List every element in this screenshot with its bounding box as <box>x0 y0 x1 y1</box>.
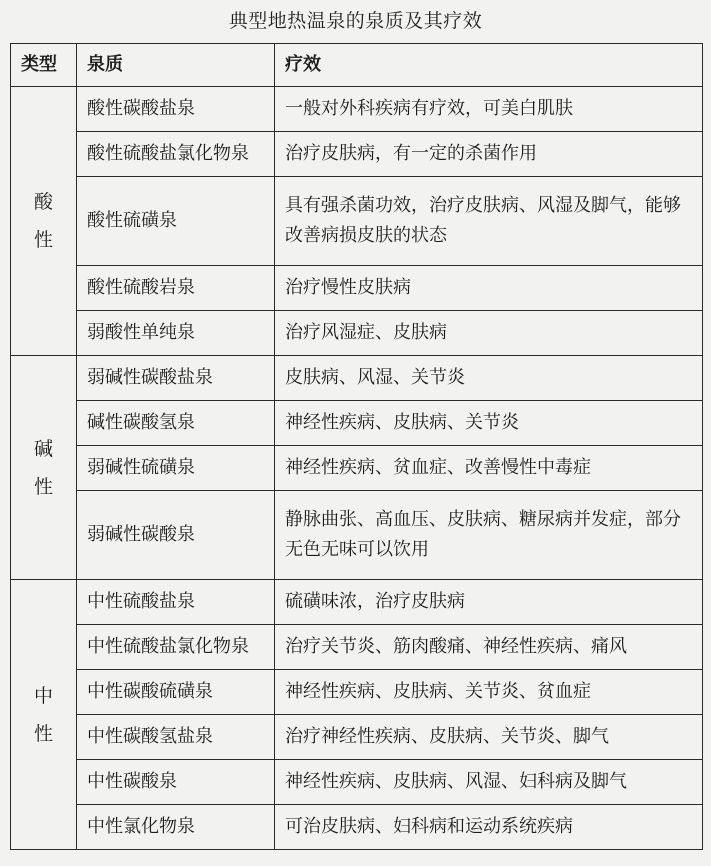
effect-cell: 治疗皮肤病，有一定的杀菌作用 <box>275 132 703 177</box>
table-row <box>11 670 703 715</box>
table-row <box>11 580 703 625</box>
effect-cell: 治疗风湿症、皮肤病 <box>275 311 703 356</box>
table-row <box>11 805 703 850</box>
table-row <box>11 715 703 760</box>
type-cell-neutral: 中性 <box>11 580 77 850</box>
header-quality: 泉质 <box>77 44 275 87</box>
table-row <box>11 356 703 401</box>
table-row <box>11 87 703 132</box>
table-row <box>11 446 703 491</box>
effect-cell: 治疗慢性皮肤病 <box>275 266 703 311</box>
table-row <box>11 132 703 177</box>
quality-cell: 碱性碳酸氢泉 <box>77 401 275 446</box>
effect-cell: 可治皮肤病、妇科病和运动系统疾病 <box>275 805 703 850</box>
effect-cell: 具有强杀菌功效，治疗皮肤病、风湿及脚气，能够改善病损皮肤的状态 <box>275 177 703 266</box>
table-row <box>11 491 703 580</box>
effect-cell: 一般对外科疾病有疗效，可美白肌肤 <box>275 87 703 132</box>
quality-cell: 酸性硫酸岩泉 <box>77 266 275 311</box>
header-effect: 疗效 <box>275 44 703 87</box>
table-title: 典型地热温泉的泉质及其疗效 <box>228 10 483 32</box>
table-row <box>11 760 703 805</box>
quality-cell: 中性硫酸盐泉 <box>77 580 275 625</box>
effect-cell: 治疗关节炎、筋肉酸痛、神经性疾病、痛风 <box>275 625 703 670</box>
quality-cell: 酸性硫酸盐氯化物泉 <box>77 132 275 177</box>
effect-cell: 皮肤病、风湿、关节炎 <box>275 356 703 401</box>
quality-cell: 中性碳酸硫磺泉 <box>77 670 275 715</box>
table-row <box>11 177 703 266</box>
table-row <box>11 625 703 670</box>
quality-cell: 弱碱性碳酸盐泉 <box>77 356 275 401</box>
quality-cell: 中性硫酸盐氯化物泉 <box>77 625 275 670</box>
effect-cell: 神经性疾病、皮肤病、关节炎 <box>275 401 703 446</box>
quality-cell: 弱碱性硫磺泉 <box>77 446 275 491</box>
quality-cell: 弱碱性碳酸泉 <box>77 491 275 580</box>
effect-cell: 神经性疾病、皮肤病、风湿、妇科病及脚气 <box>275 760 703 805</box>
table-row <box>11 266 703 311</box>
quality-cell: 中性碳酸氢盐泉 <box>77 715 275 760</box>
effect-cell: 神经性疾病、皮肤病、关节炎、贫血症 <box>275 670 703 715</box>
effect-cell: 静脉曲张、高血压、皮肤病、糖尿病并发症，部分无色无味可以饮用 <box>275 491 703 580</box>
quality-cell: 中性氯化物泉 <box>77 805 275 850</box>
quality-cell: 中性碳酸泉 <box>77 760 275 805</box>
effect-cell: 治疗神经性疾病、皮肤病、关节炎、脚气 <box>275 715 703 760</box>
hot-spring-table <box>10 43 703 850</box>
type-cell-alkaline: 碱性 <box>11 356 77 580</box>
table-row <box>11 311 703 356</box>
quality-cell: 酸性硫磺泉 <box>77 177 275 266</box>
type-cell-acidic: 酸性 <box>11 87 77 356</box>
quality-cell: 弱酸性单纯泉 <box>77 311 275 356</box>
table-row <box>11 401 703 446</box>
header-row <box>11 44 703 87</box>
effect-cell: 神经性疾病、贫血症、改善慢性中毒症 <box>275 446 703 491</box>
effect-cell: 硫磺味浓，治疗皮肤病 <box>275 580 703 625</box>
quality-cell: 酸性碳酸盐泉 <box>77 87 275 132</box>
header-type: 类型 <box>11 44 77 87</box>
